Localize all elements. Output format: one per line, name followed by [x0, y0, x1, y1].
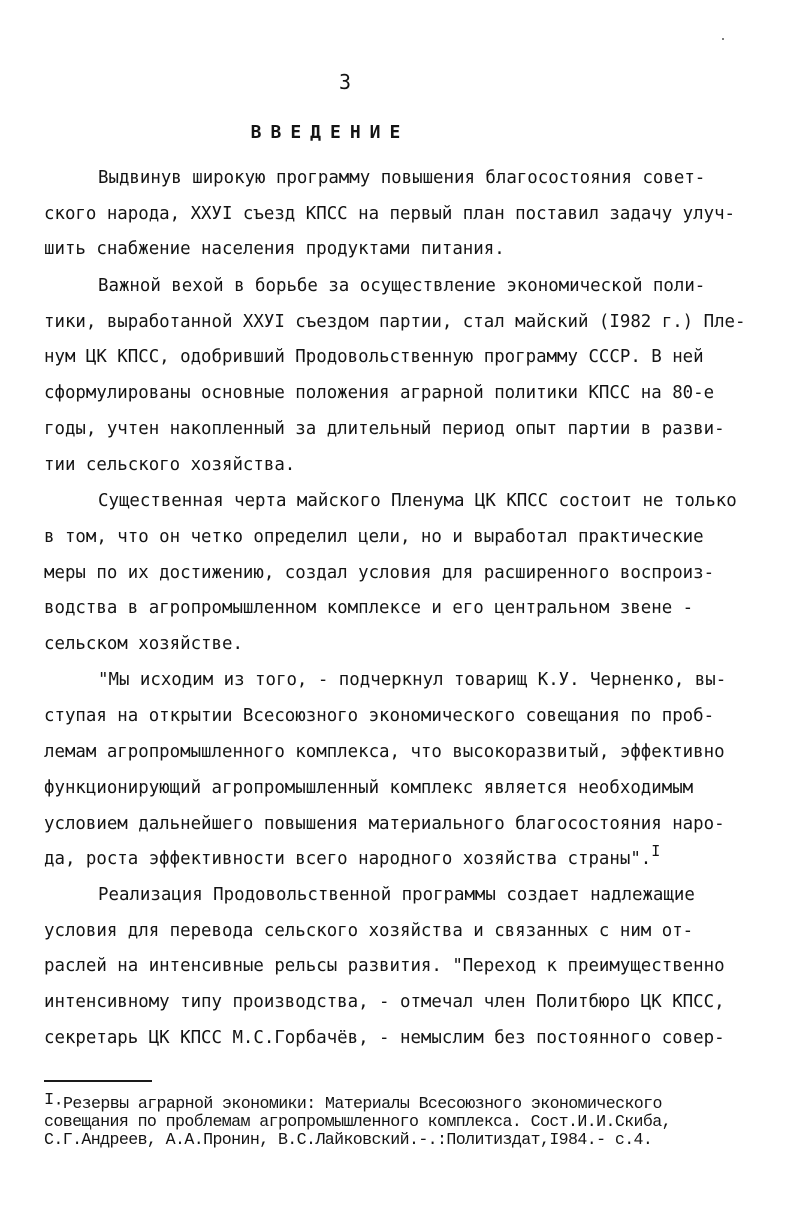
text-line: шить снабжение населения продуктами питания.	[44, 239, 505, 259]
text-line: Выдвинув широкую программу повышения благосостояния совет-	[98, 168, 706, 188]
text-line-with-footnote-ref	[44, 842, 661, 869]
footnote-line	[44, 1091, 662, 1113]
text-line: ступая на открытии Всесоюзного экономического совещания по проб-	[44, 706, 715, 726]
footnote-divider	[44, 1080, 152, 1082]
text-line: да, роста эффективности всего народного хозяйства страны".	[44, 849, 652, 869]
text-line: сформулированы основные положения аграрной политики КПСС на 80-е	[44, 383, 715, 403]
text-line: водства в агропромышленном комплексе и его центральном звене -	[44, 598, 694, 618]
text-line: в том, что он четко определил цели, но и выработал практические	[44, 527, 704, 547]
text-line: Важной вехой в борьбе за осуществление экономической поли-	[98, 276, 706, 296]
text-line: интенсивному типу производства, - отмечал член Политбюро ЦК КПСС,	[44, 992, 725, 1012]
footnote-reference: I	[651, 842, 661, 860]
text-line: функционирующий агропромышленный комплекс является необходимым	[44, 778, 694, 798]
text-line: сельском хозяйстве.	[44, 634, 243, 654]
text-line: ского народа, ХХУI съезд КПСС на первый план поставил задачу улуч-	[44, 204, 736, 224]
text-line: лемам агропромышленного комплекса, что высокоразвитый, эффективно	[44, 742, 725, 762]
text-line: условием дальнейшего повышения материального благосостояния наро-	[44, 814, 725, 834]
text-line: тии сельского хозяйства.	[44, 455, 296, 475]
text-line: раслей на интенсивные рельсы развития. "Переход к преимущественно	[44, 956, 725, 976]
footnote-line: С.Г.Андреев, А.А.Пронин, В.С.Лайковский.-.:Политиздат,I984.- с.4.	[44, 1130, 653, 1149]
text-line: Реализация Продовольственной программы создает надлежащие	[98, 885, 695, 905]
text-line: секретарь ЦК КПСС М.С.Горбачёв, - немыслим без постоянного совер-	[44, 1028, 725, 1048]
text-line: условия для перевода сельского хозяйства и связанных с ним от-	[44, 921, 694, 941]
footnote-text: ·Резервы аграрной экономики: Материалы Всесоюзного экономического	[53, 1094, 662, 1113]
text-line: меры по их достижению, создал условия для расширенного воспроиз-	[44, 563, 715, 583]
footnote-line: совещания по проблемам агропромышленного комплекса. Сост.И.И.Скиба,	[44, 1112, 671, 1131]
page-heading: ВВЕДЕНИЕ	[250, 122, 410, 143]
text-line: Существенная черта майского Пленума ЦК КПСС состоит не только	[98, 491, 737, 511]
footnote-marker: I	[44, 1091, 54, 1110]
text-line: годы, учтен накопленный за длительный период опыт партии в разви-	[44, 419, 725, 439]
scan-speck	[722, 38, 724, 40]
text-line: нум ЦК КПСС, одобривший Продовольственную программу СССР. В ней	[44, 347, 704, 367]
text-line: "Мы исходим из того, - подчеркнул товарищ К.У. Черненко, вы-	[98, 670, 727, 690]
text-line: тики, выработанной ХХУI съездом партии, стал майский (I982 г.) Пле-	[44, 312, 746, 332]
page-number: 3	[338, 70, 352, 94]
